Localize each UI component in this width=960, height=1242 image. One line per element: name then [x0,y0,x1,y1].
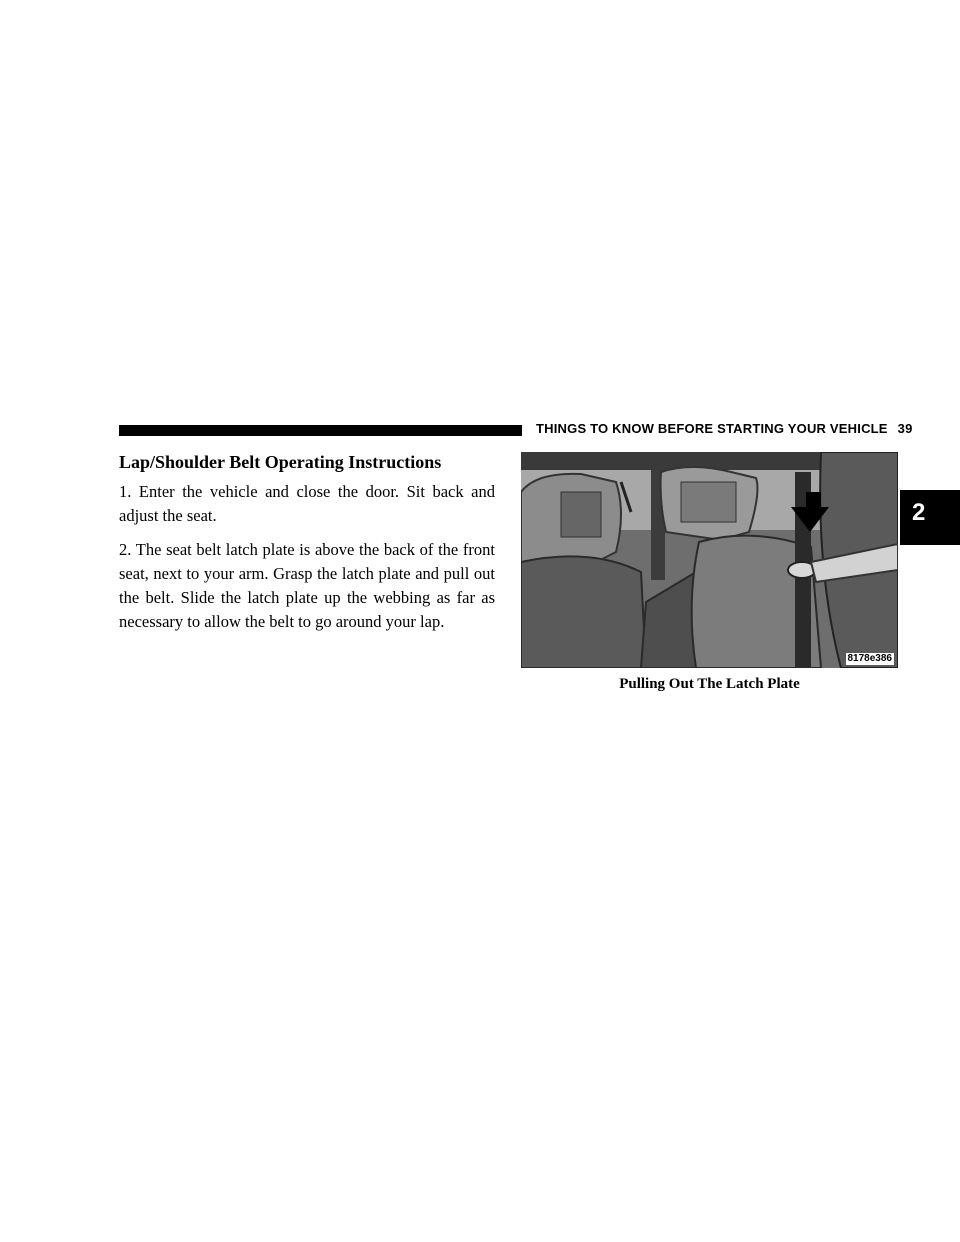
header-rule [119,425,522,436]
chapter-tab [900,490,960,545]
instruction-step-2: 2. The seat belt latch plate is above the back of the front seat, next to your arm. Grasp the latch plate and pull out the belt. Slide the latch plate up the webbing as far as necessary to allow the belt to go around your lap. [119,540,495,631]
page-number: 39 [897,421,913,436]
seat-interior-illustration [521,452,898,668]
section-title: Lap/Shoulder Belt Operating Instructions [119,452,442,472]
instruction-step-1: 1. Enter the vehicle and close the door. Sit back and adjust the seat. [119,482,495,525]
figure-caption: Pulling Out The Latch Plate [619,676,800,692]
running-head [536,421,913,436]
running-title: THINGS TO KNOW BEFORE STARTING YOUR VEHICLE [536,421,888,436]
seat-belt-photo [521,452,898,668]
figure-code: 8178e386 [847,653,892,664]
chapter-number: 2 [912,499,926,526]
